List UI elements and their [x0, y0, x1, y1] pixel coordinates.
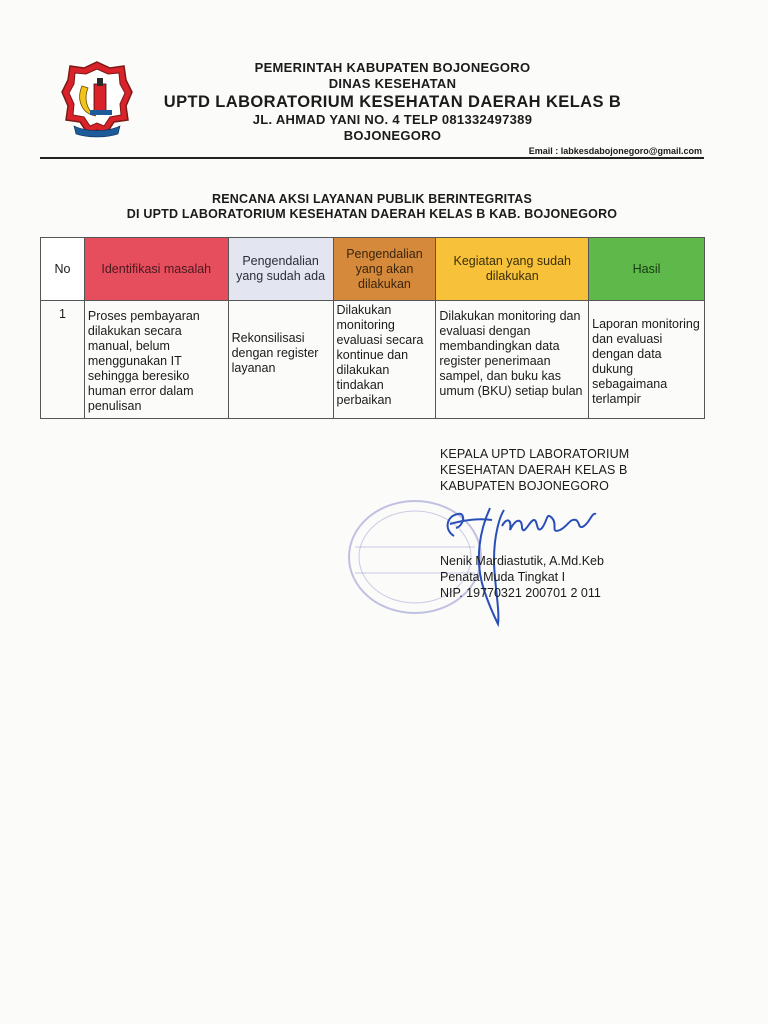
header-no: No: [41, 238, 85, 301]
document-title: [40, 192, 704, 222]
header-identifikasi: Identifikasi masalah: [84, 238, 228, 301]
header-hasil: Hasil: [589, 238, 705, 301]
signatory-office: [440, 446, 629, 494]
letterhead-department: DINAS KESEHATAN: [328, 76, 457, 91]
office-line-1: KEPALA UPTD LABORATORIUM: [440, 447, 630, 461]
signatory-nip: NIP. 19770321 200701 2 011: [440, 586, 601, 600]
signatory-name: Nenik Mardiastutik, A.Md.Keb: [440, 554, 604, 568]
cell-no: 1: [41, 301, 85, 419]
letterhead-institution: UPTD LABORATORIUM KESEHATAN DAERAH KELAS B: [163, 93, 622, 111]
letterhead-city: BOJONEGORO: [343, 128, 442, 143]
title-line-2: DI UPTD LABORATORIUM KESEHATAN DAERAH KELAS B KAB. BOJONEGORO: [126, 207, 618, 221]
signatory-details: [440, 553, 604, 601]
office-line-3: KABUPATEN BOJONEGORO: [440, 479, 609, 493]
letterhead: [150, 60, 635, 144]
letterhead-government: PEMERINTAH KABUPATEN BOJONEGORO: [254, 60, 531, 75]
header-pengendalian-akan: Pengendalian yang akan dilakukan: [333, 238, 436, 301]
table-row: [41, 301, 705, 419]
cell-akan: Dilakukan monitoring evaluasi secara kontinue dan dilakukan tindakan perbaikan: [333, 301, 436, 419]
table-header-row: [41, 238, 705, 301]
letterhead-divider: [40, 157, 704, 159]
cell-sudah-ada: Rekonsilisasi dengan register layanan: [228, 301, 333, 419]
cell-masalah: Proses pembayaran dilakukan secara manual, belum menggunakan IT sehingga beresiko human error dalam penulisan: [84, 301, 228, 419]
office-line-2: KESEHATAN DAERAH KELAS B: [440, 463, 628, 477]
signatory-rank: Penata Muda Tingkat I: [440, 570, 566, 584]
header-pengendalian-ada: Pengendalian yang sudah ada: [228, 238, 333, 301]
regency-emblem-icon: [60, 60, 134, 140]
action-plan-table: [40, 237, 705, 419]
letterhead-address: JL. AHMAD YANI NO. 4 TELP 081332497389: [252, 112, 533, 127]
header-kegiatan: Kegiatan yang sudah dilakukan: [436, 238, 589, 301]
letterhead-email: Email : labkesdabojonegoro@gmail.com: [528, 146, 702, 156]
cell-kegiatan: Dilakukan monitoring dan evaluasi dengan membandingkan data register penerimaan sampel, dan buku kas umum (BKU) setiap bulan: [436, 301, 589, 419]
title-line-1: RENCANA AKSI LAYANAN PUBLIK BERINTEGRITAS: [211, 192, 533, 206]
cell-hasil: Laporan monitoring dan evaluasi dengan data dukung sebagaimana terlampir: [589, 301, 705, 419]
